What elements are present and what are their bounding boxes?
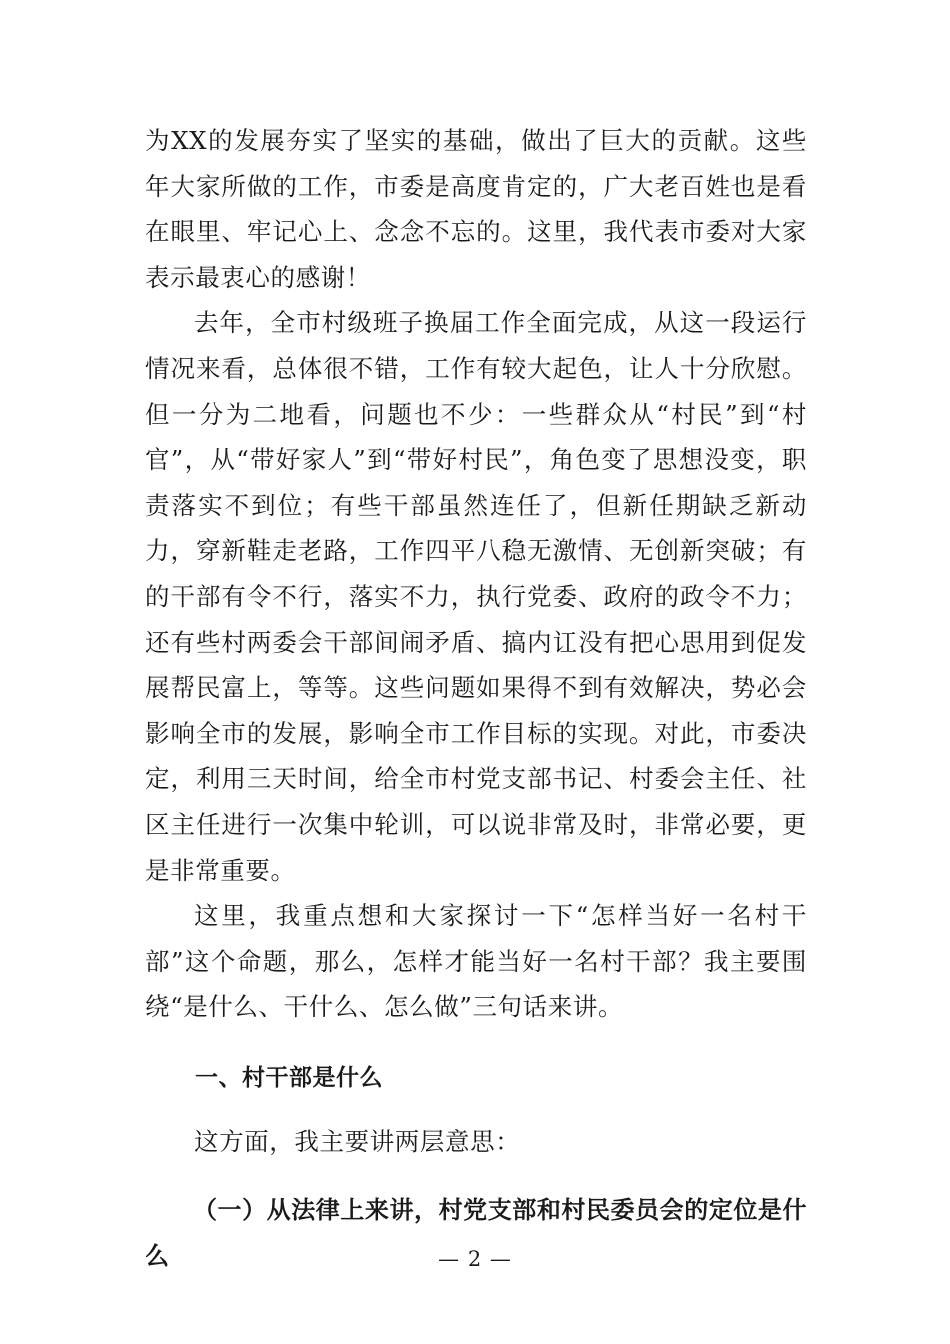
page-number: — 2 —: [438, 1247, 512, 1271]
paragraph-election-review: 去年，全市村级班子换届工作全面完成，从这一段运行情况来看，总体很不错，工作有较大起色，让人十分欣慰。但一分为二地看，问题也不少：一些群众从“村民”到“村官”，从“带好家人”到“带好村民”，角色变了思想没变，职责落实不到位；有些干部虽然连任了，但新任期缺乏新动力，穿新鞋走老路，工作四平八稳无激情、无创新突破；有的干部有令不行，落实不力，执行党委、政府的政令不力；还有些村两委会干部间闹矛盾、搞内讧没有把心思用到促发展帮民富上，等等。这些问题如果得不到有效解决，势必会影响全市的发展，影响全市工作目标的实现。对此，市委决定，利用三天时间，给全市村党支部书记、村委会主任、社区主任进行一次集中轮训，可以说非常及时，非常必要，更是非常重要。: [145, 308, 807, 885]
subsection-heading-1: （一）从法律上来讲，村党支部和村民委员会的定位是什么: [145, 1195, 807, 1270]
paragraph-topic-intro: 这里，我重点想和大家探讨一下“怎样当好一名村干部”这个命题，那么，怎样才能当好一名村干部？我主要围绕“是什么、干什么、怎么做”三句话来讲。: [145, 901, 807, 1022]
document-body: [145, 118, 807, 1278]
paragraph-continued: 为XX的发展夯实了坚实的基础，做出了巨大的贡献。这些年大家所做的工作，市委是高度肯定的，广大老百姓也是看在眼里、牢记心上、念念不忘的。这里，我代表市委对大家表示最衷心的感谢！: [145, 126, 807, 292]
paragraph-section-intro: 这方面，我主要讲两层意思：: [194, 1127, 521, 1157]
section-heading-1: 一、村干部是什么: [195, 1064, 383, 1091]
